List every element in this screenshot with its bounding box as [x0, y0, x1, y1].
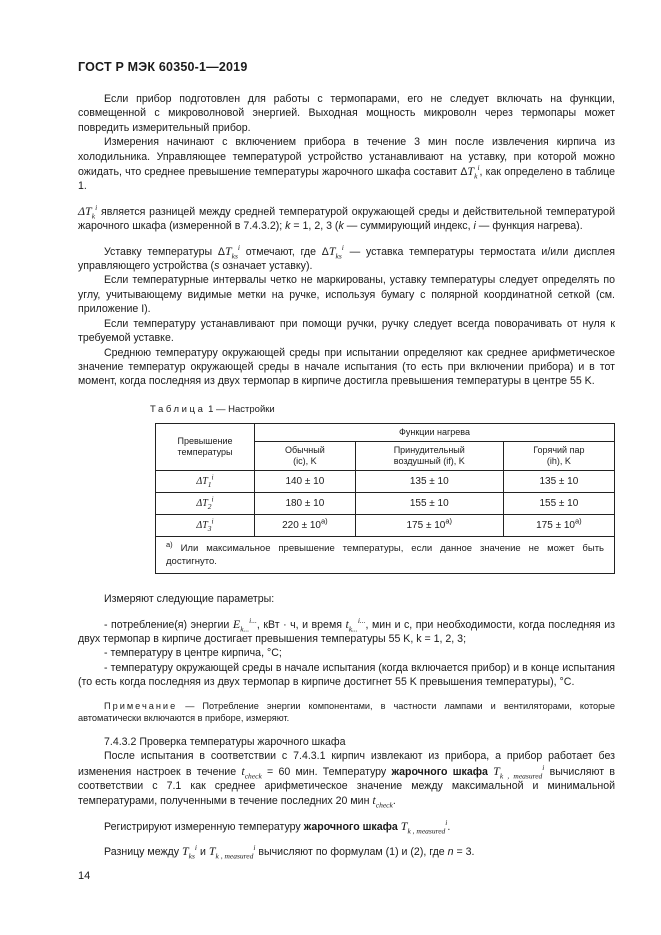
- section-title: 7.4.3.2 Проверка температуры жарочного шкафа: [104, 735, 346, 748]
- table-row: $\Delta T_3^i$ $220 \pm 10^{a)}$ $175 \pm 10^{a)}$ $175 \pm 10^{a)}$: [156, 515, 615, 537]
- paragraph-ambient: Среднюю температуру окружающей среды при испытании определяют как среднее арифметическое значение температур окружающей среды в начале испытания (то есть при включении прибора) и в тот момент, когда последняя из двух термопар в кирпиче достигла превышения температуры в центре 55 K.: [78, 346, 615, 388]
- paragraph-knob: Если температуру устанавливают при помощи ручки, ручку следует всегда поворачивать от нуля к требуемой уставке.: [78, 317, 615, 345]
- table-footnote: $^{a)}$ Или максимальное превышение температуры, если данное значение не может быть достигнуто.: [156, 537, 615, 574]
- formula-tk-measured: $T_{k , measured}^i$: [493, 762, 545, 780]
- col-group-header: Функции нагрева: [255, 424, 615, 442]
- col-header-steam: Горячий пар (ih), K: [503, 442, 614, 471]
- formula-tk-measured-3: $T_{k , measured}^i$: [208, 843, 256, 861]
- row-label: $\Delta T_2^i$: [156, 493, 255, 515]
- paragraph-intervals: Если температурные интервалы четко не маркированы, уставку температуры следует определять по углу, учитывающему видимые метки на ручке, используя бумагу с полярной координатной сеткой (см. приложение I).: [78, 274, 615, 316]
- note-paragraph: Примечание — Потребление энергии компонентами, в частности лампами и вентиляторами, которые автоматически включаются в приборе, измеряют.: [78, 700, 615, 724]
- section-paragraph-register: Регистрируют измеренную температуру жарочного шкафа $T_{k , measured}^i$.: [104, 817, 451, 836]
- formula-delta-tk-lead: $\Delta T_k^i$: [78, 202, 98, 221]
- section-paragraph-check: После испытания в соответствии с 7.4.3.1 кирпич извлекают из прибора, а прибор работает без изменения настроек в течение $t_{check} = 60$ мин. Температуру жарочного шкафа $T_{k , measured}^i$ вычисляют в соответствии с 7.1 как среднее арифметическое значение между максимальной и минимальной температурами, полученными в течение последних 20 мин $t_{check}$.: [78, 750, 615, 810]
- formula-tks-2: $T_{ks}^i$: [328, 242, 344, 261]
- paragraph-setpoint: Уставку температуры $\Delta T_{ks}^i$ отмечают, где $\Delta T_{ks}^i$ — уставка температуры термостата и/или дисплея управляющего устройства (s означает уставку).: [78, 242, 615, 273]
- document-header: ГОСТ Р МЭК 60350-1—2019: [78, 60, 248, 74]
- params-intro: Измеряют следующие параметры:: [104, 593, 275, 606]
- section-paragraph-difference: Разницу между $T_{ks}^i$ и $T_{k , measured}^i$ вычисляют по формулам (1) и (2), где n = 3.: [104, 843, 475, 861]
- formula-tcheck: $t_{check}$: [241, 763, 262, 780]
- formula-tk-measured-2: $T_{k , measured}^i$: [400, 817, 448, 836]
- row-label: $\Delta T_1^i$: [156, 471, 255, 493]
- param-energy-time: - потребление(я) энергии $E_{k...}^{i...}$, кВт · ч, и время $t_{k...}^{i...}$, мин и с, при необходимости, когда последняя из двух термопар в кирпиче достигает превышения температуры 55 K, k = 1, 2, 3;: [78, 615, 616, 645]
- table-caption: Таблица 1 — Настройки: [150, 403, 275, 415]
- param-ambient: - температуру окружающей среды в начале испытания (когда включается прибор) и в конце испытания (то есть когда последняя из двух термопар в кирпиче достигнет 55 K превышения температуры), °C.: [78, 661, 615, 689]
- formula-energy: $E_{k...}^{i...}$: [232, 615, 257, 633]
- formula-tks-3: $T_{ks}^i$: [181, 843, 198, 861]
- table-row: $\Delta T_1^i$ 140 ± 10 135 ± 10 135 ± 10: [156, 471, 615, 493]
- formula-tcheck-2: $t_{check}$: [372, 793, 393, 810]
- settings-table: [155, 423, 615, 574]
- page-content: [78, 92, 615, 860]
- col-header-conventional: Обычный (ic), K: [255, 442, 356, 471]
- formula-delta-tk: $T_k^i$: [467, 163, 480, 181]
- row-label: $\Delta T_3^i$: [156, 515, 255, 537]
- formula-time: $t_{k...}^{i...}$: [345, 615, 366, 633]
- table-row: $\Delta T_2^i$ 180 ± 10 155 ± 10 155 ± 10: [156, 493, 615, 515]
- col-header-forced-air: Принудительный воздушный (if), K: [355, 442, 503, 471]
- paragraph-delta-definition: $\Delta T_k^i$ является разницей между средней температурой окружающей среды и действительной температурой жарочного шкафа (измеренной в 7.4.3.2); k = 1, 2, 3 (k — суммирующий индекс, i — функция нагрева).: [78, 202, 615, 233]
- page-number: 14: [78, 870, 91, 882]
- param-brick-center: - температуру в центре кирпича, °C;: [104, 647, 282, 660]
- paragraph-measurements-start: Измерения начинают с включением прибора в течение 3 мин после извлечения кирпича из холодильника. Управляющее температурой устройство устанавливают на уставку, при которой можно ожидать, что среднее превышение температуры жарочного шкафа составит $\Delta T_k^i$, как определено в таблице 1.: [78, 136, 615, 193]
- paragraph-thermocouples: Если прибор подготовлен для работы с термопарами, его не следует включать на функции, совмещенной с микроволновой энергией. Выходная мощность микроволн через термопары может повредить измерительный прибор.: [78, 93, 615, 134]
- formula-tks: $T_{ks}^i$: [224, 242, 240, 261]
- col-header-rise: Превышение температуры: [156, 424, 255, 471]
